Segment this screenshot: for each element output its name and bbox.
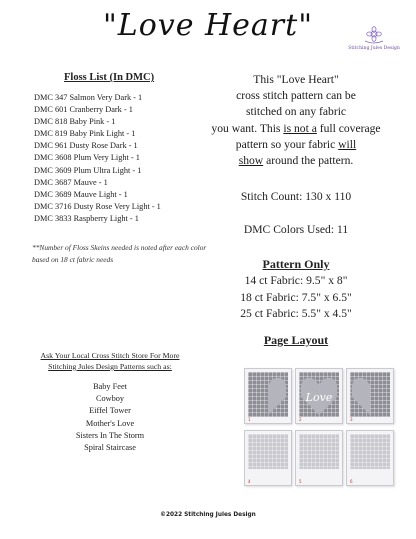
flower-icon <box>361 26 387 46</box>
page-thumbnail <box>244 368 292 424</box>
page-thumbnail <box>295 430 343 486</box>
floss-item: DMC 3716 Dusty Rose Very Light - 1 <box>34 201 161 211</box>
desc-emphasis: show <box>238 154 264 168</box>
logo-text: Stitching Jules Design <box>348 46 400 51</box>
dmc-colors-used: DMC Colors Used: 11 <box>243 223 349 236</box>
other-patterns-list <box>20 381 200 454</box>
desc-text: around the pattern. <box>263 154 354 168</box>
floss-item: DMC 818 Baby Pink - 1 <box>34 117 116 127</box>
floss-item: DMC 961 Dusty Rose Dark - 1 <box>34 141 138 151</box>
ask-store-note <box>20 350 200 372</box>
desc-line <box>196 121 396 137</box>
floss-item: DMC 601 Cranberry Dark - 1 <box>34 105 133 115</box>
pattern-item: Mother's Love <box>85 418 135 428</box>
pattern-item: Eiffel Tower <box>89 406 131 416</box>
copyright-notice: ©2022 Stitching Jules Design <box>160 512 256 518</box>
pattern-description <box>196 72 396 169</box>
floss-item: DMC 819 Baby Pink Light - 1 <box>34 129 136 139</box>
page-number: 3 <box>350 417 353 422</box>
desc-text: pattern so your fabric <box>235 137 339 151</box>
desc-line: cross stitch pattern can be <box>236 89 356 103</box>
brand-logo <box>342 26 406 51</box>
desc-line <box>196 137 396 153</box>
chart-grid <box>248 434 288 469</box>
fabric-sizes <box>196 273 396 323</box>
fabric-size: 18 ct Fabric: 7.5" x 6.5" <box>240 290 352 304</box>
floss-item: DMC 3689 Mauve Light - 1 <box>34 189 128 199</box>
desc-emphasis: is not a <box>283 121 317 135</box>
pattern-item: Sisters In The Storm <box>75 430 145 440</box>
page-thumbnail <box>295 368 343 424</box>
page-number: 5 <box>299 479 302 484</box>
heart-icon <box>300 375 338 415</box>
desc-emphasis: will <box>338 137 357 151</box>
page-thumbnail <box>346 368 394 424</box>
desc-text: full coverage <box>316 121 381 135</box>
fabric-size: 25 ct Fabric: 5.5" x 4.5" <box>240 307 352 320</box>
floss-item: DMC 3608 Plum Very Light - 1 <box>34 153 140 163</box>
floss-list <box>34 92 161 225</box>
floss-item: DMC 3687 Mauve - 1 <box>34 177 108 187</box>
pattern-item: Spiral Staircase <box>84 443 136 453</box>
chart-grid <box>350 434 390 469</box>
page-number: 1 <box>248 417 251 422</box>
floss-list-heading: Floss List (In DMC) <box>64 72 155 83</box>
ask-line <box>20 361 200 372</box>
stitch-count: Stitch Count: 130 x 110 <box>240 190 352 203</box>
page-thumbnail <box>346 430 394 486</box>
pattern-item: Cowboy <box>95 394 125 404</box>
page-number: 6 <box>350 479 353 484</box>
desc-line: stitched on any fabric <box>245 105 347 119</box>
heart-icon <box>249 375 287 415</box>
ask-text: Stitching Jules Design Patterns such as: <box>48 362 172 371</box>
pattern-item: Baby Feet <box>93 382 127 391</box>
desc-line <box>196 153 396 169</box>
ask-line <box>20 350 200 361</box>
floss-note: **Number of Floss Skeins needed is noted after each color based on 18 ct fabric needs <box>32 243 207 264</box>
page-title: "Love Heart" <box>102 8 314 43</box>
page-thumbnail <box>244 430 292 486</box>
pattern-only-heading: Pattern Only <box>262 257 330 271</box>
floss-item: DMC 3833 Raspberry Light - 1 <box>34 213 139 223</box>
page-number: 2 <box>299 417 302 422</box>
chart-grid <box>299 434 339 469</box>
fabric-size: 14 ct Fabric: 9.5" x 8" <box>244 274 348 287</box>
heart-icon <box>351 375 389 415</box>
page-layout-heading: Page Layout <box>263 333 329 347</box>
floss-item: DMC 3609 Plum Ultra Light - 1 <box>34 165 142 175</box>
heart-love-text: Love <box>305 391 333 404</box>
desc-text: you want. This <box>211 121 284 135</box>
floss-item: DMC 347 Salmon Very Dark - 1 <box>34 93 143 102</box>
desc-line: This "Love Heart" <box>253 73 339 86</box>
page-number: 4 <box>248 479 251 484</box>
ask-text: Ask Your Local Cross Stitch Store For More <box>40 351 180 360</box>
page-layout-preview <box>244 368 392 488</box>
